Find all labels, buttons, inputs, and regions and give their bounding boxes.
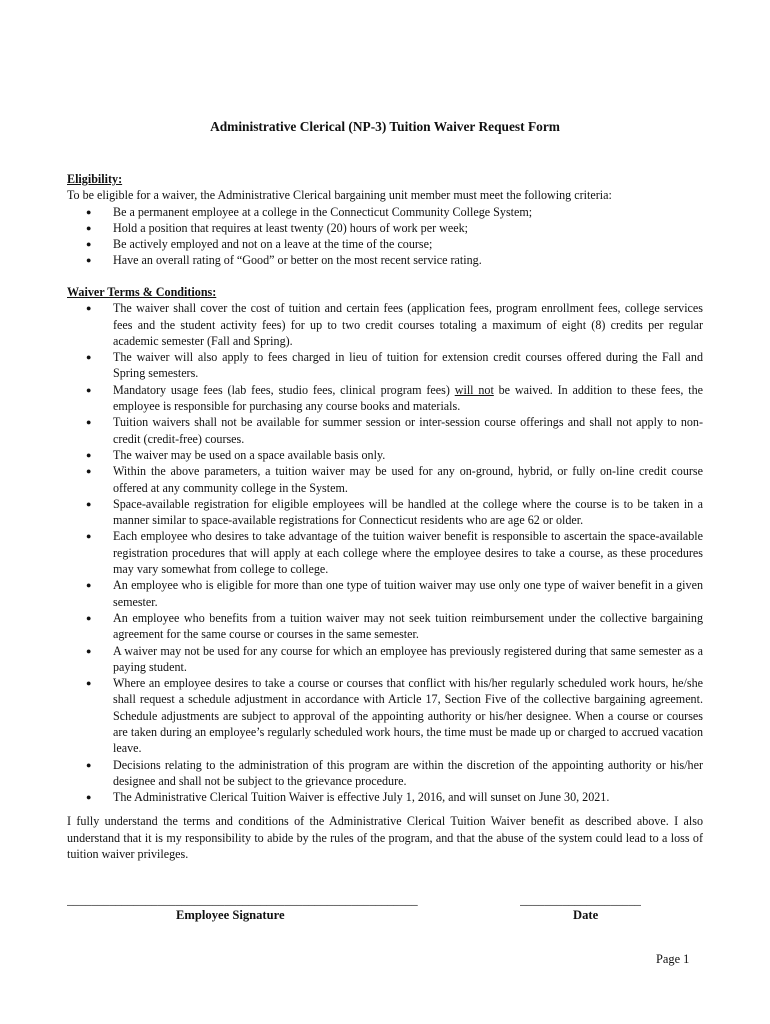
- terms-list: [67, 300, 703, 805]
- terms-section: [67, 284, 703, 806]
- bullet-icon: ●: [86, 531, 92, 542]
- list-item: ● The waiver will also apply to fees charged in lieu of tuition for extension credit courses offered during the Fall and Spring semesters.: [86, 350, 703, 381]
- bullet-icon: ●: [86, 303, 92, 314]
- list-item: ● A waiver may not be used for any course for which an employee has previously registered during that same semester as a paying student.: [86, 643, 703, 674]
- list-item: ● Decisions relating to the administration of this program are within the discretion of the appointing authority or his/her designee and shall not be subject to the grievance procedure.: [86, 757, 703, 788]
- will-not-emphasis: will not: [454, 382, 494, 397]
- list-item: ● Space-available registration for eligible employees will be handled at the college where the course is to be taken in a manner similar to space-available registrations for Connecticut residents who are age 62 or older.: [86, 496, 703, 528]
- eligibility-list: [67, 204, 703, 269]
- list-item: ● Be actively employed and not on a leave at the time of the course;: [86, 237, 433, 252]
- page-number: Page 1: [656, 952, 690, 966]
- bullet-icon: ●: [86, 678, 92, 689]
- list-item: ● An employee who is eligible for more than one type of tuition waiver may use only one type of waiver benefit in a given semester.: [86, 578, 703, 609]
- bullet-icon: ●: [86, 352, 92, 363]
- bullet-icon: ●: [86, 645, 92, 656]
- acknowledgement-text: I fully understand the terms and conditions of the Administrative Clerical Tuition Waiver benefit as described above. I also understand that it is my responsibility to abide by the rules of the program, and that the abuse of the system could lead to a loss of tuition waiver privileges.: [67, 814, 703, 862]
- eligibility-intro: To be eligible for a waiver, the Administrative Clerical bargaining unit member must meet the following criteria:: [67, 188, 612, 203]
- eligibility-heading: Eligibility:: [67, 172, 123, 186]
- eligibility-section: [67, 171, 703, 269]
- employee-signature-line[interactable]: __________________________________________________________: [67, 893, 418, 907]
- list-item: ● Each employee who desires to take advantage of the tuition waiver benefit is responsible to ascertain the space-available registration procedures that will apply at each college where the employee desires to take a course, as these procedures may vary somewhat from college to college.: [86, 529, 703, 577]
- bullet-icon: ●: [86, 466, 92, 477]
- bullet-icon: ●: [86, 239, 92, 250]
- list-item: ● Tuition waivers shall not be available for summer session or inter-session course offerings and shall not apply to non-credit (credit-free) courses.: [86, 415, 703, 446]
- bullet-icon: ●: [86, 498, 92, 509]
- list-item: [67, 382, 703, 415]
- terms-heading: Waiver Terms & Conditions:: [67, 285, 217, 299]
- list-item: ● The waiver may be used on a space available basis only.: [86, 447, 386, 462]
- employee-signature-label: Employee Signature: [176, 908, 285, 922]
- bullet-icon: ●: [86, 384, 92, 395]
- list-item: ● Hold a position that requires at least twenty (20) hours of work per week;: [86, 220, 468, 235]
- list-item: ● The Administrative Clerical Tuition Waiver is effective July 1, 2016, and will sunset on June 30, 2021.: [86, 790, 610, 805]
- date-line[interactable]: ____________________: [520, 893, 641, 907]
- bullet-icon: ●: [86, 792, 92, 803]
- list-item: ● The waiver shall cover the cost of tuition and certain fees (application fees, program enrollment fees, college services fees and the student activity fees) for up to two credit courses totaling a maximum of eight (8) credits per regular academic semester (Fall and Spring).: [86, 301, 703, 348]
- bullet-icon: ●: [86, 206, 92, 217]
- bullet-icon: ●: [86, 449, 92, 460]
- form-title: Administrative Clerical (NP-3) Tuition Waiver Request Form: [210, 119, 560, 134]
- list-item: ● Have an overall rating of “Good” or better on the most recent service rating.: [86, 253, 482, 268]
- bullet-icon: ●: [86, 612, 92, 623]
- bullet-icon: ●: [86, 759, 92, 770]
- date-label: Date: [573, 908, 599, 922]
- mandatory-fees-text: Mandatory usage fees (lab fees, studio fees, clinical program fees) will not be waived. In addition to these fees, the employee is responsible for purchasing any course books and materials.: [113, 382, 703, 414]
- list-item: ● An employee who benefits from a tuition waiver may not seek tuition reimbursement under the collective bargaining agreement for the same course or courses in the same semester.: [86, 610, 703, 642]
- list-item: ● Where an employee desires to take a course or courses that conflict with his/her regularly scheduled work hours, he/she shall request a schedule adjustment in accordance with Article 17, Section Five of the collective bargaining agreement. Schedule adjustments are subject to approval of the appointing authority or his/her designee. When a course or courses are taken during an employee’s regularly scheduled work hours, the time must be made up or charged to accrued vacation leave.: [86, 676, 703, 756]
- bullet-icon: ●: [86, 222, 92, 233]
- list-item: ● Within the above parameters, a tuition waiver may be used for any on-ground, hybrid, or fully on-line credit course offered at any community college in the System.: [86, 464, 703, 495]
- bullet-icon: ●: [86, 580, 92, 591]
- list-item: ● Be a permanent employee at a college in the Connecticut Community College System;: [86, 204, 533, 219]
- bullet-icon: ●: [86, 417, 92, 428]
- bullet-icon: ●: [86, 255, 92, 266]
